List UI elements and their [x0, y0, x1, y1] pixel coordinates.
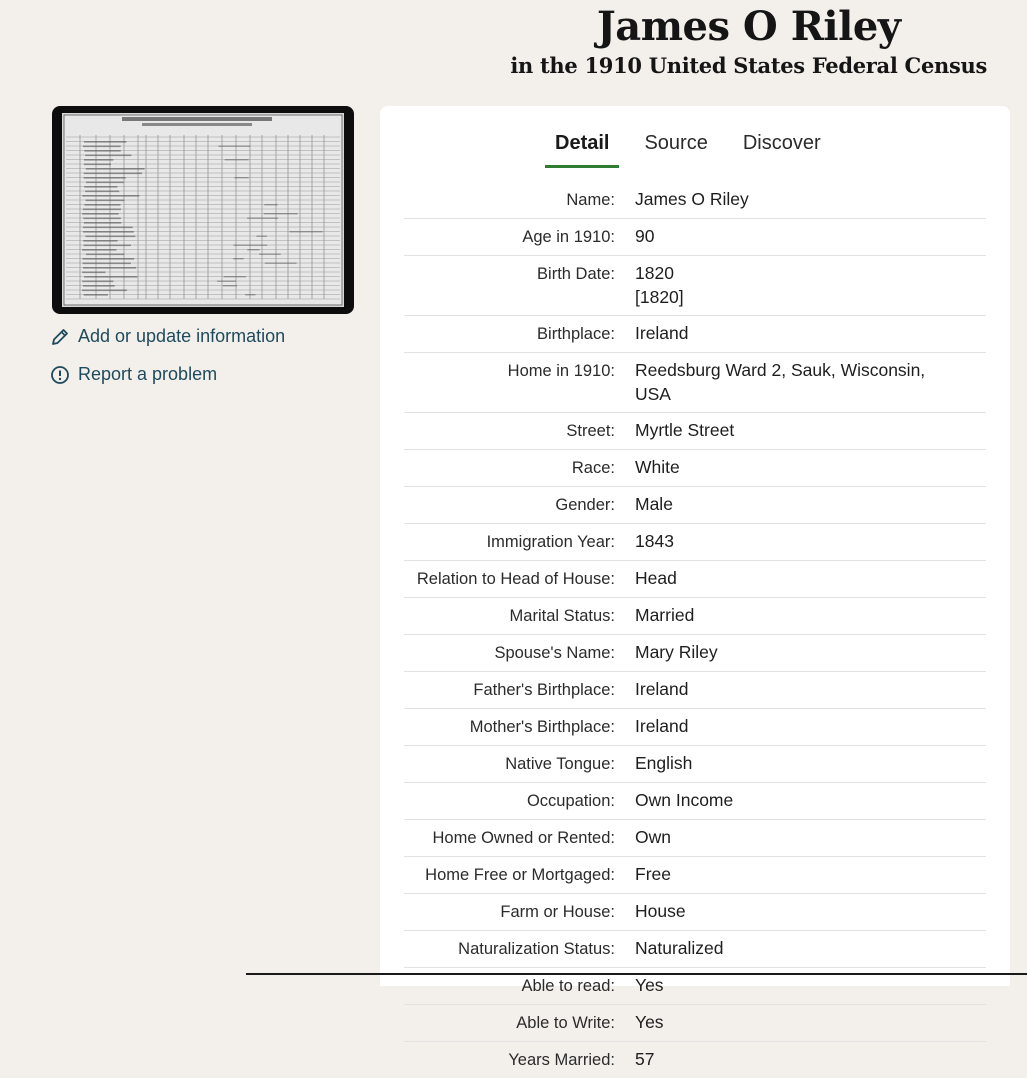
pencil-icon: [50, 327, 70, 347]
detail-row: [404, 1005, 986, 1042]
detail-value: [635, 825, 965, 850]
detail-value: [635, 1010, 965, 1035]
tab-detail[interactable]: Detail: [545, 132, 619, 168]
detail-value: [635, 899, 965, 924]
detail-label: Age in 1910:: [522, 228, 615, 246]
detail-label: Immigration Year:: [486, 533, 615, 551]
detail-value-line: Naturalized: [635, 938, 724, 958]
report-problem-label: Report a problem: [78, 364, 218, 384]
detail-value: [635, 788, 965, 813]
detail-value: [635, 973, 965, 998]
detail-value-line: Ireland: [635, 679, 689, 699]
census-document-preview: [62, 113, 344, 307]
detail-row: [404, 413, 986, 450]
record-detail-card: [380, 106, 1010, 1069]
detail-value: [635, 529, 965, 554]
detail-label: Occupation:: [526, 792, 615, 810]
add-update-info-label: Add or update information: [78, 326, 286, 346]
detail-label: Name:: [566, 191, 615, 209]
detail-row: [404, 524, 986, 561]
detail-value-line: [1820]: [635, 287, 684, 307]
detail-row: [404, 820, 986, 857]
detail-list: [404, 182, 986, 1078]
detail-row: [404, 450, 986, 487]
detail-row: [404, 746, 986, 783]
detail-value-line: Male: [635, 494, 673, 514]
detail-label: Home in 1910:: [507, 362, 615, 380]
detail-value-line: Yes: [635, 975, 664, 995]
detail-row: [404, 256, 986, 316]
detail-value: [635, 566, 965, 591]
detail-row: [404, 672, 986, 709]
detail-label: Able to Write:: [516, 1014, 615, 1032]
detail-label: Father's Birthplace:: [473, 681, 615, 699]
detail-label: Race:: [571, 459, 615, 477]
detail-value-line: James O Riley: [635, 189, 749, 209]
page-title: James O Riley: [596, 3, 901, 50]
detail-value-line: English: [635, 753, 693, 773]
detail-row: [404, 487, 986, 524]
tab-source[interactable]: Source: [644, 132, 708, 154]
detail-value-line: Mary Riley: [635, 642, 718, 662]
detail-value-line: 1820: [635, 263, 674, 283]
detail-row: [404, 1042, 986, 1078]
detail-label: Naturalization Status:: [458, 940, 615, 958]
record-header: [510, 2, 987, 80]
detail-value: [635, 455, 965, 480]
detail-value: [635, 321, 965, 346]
detail-value: [635, 187, 965, 212]
detail-value-line: Myrtle Street: [635, 420, 735, 440]
detail-value-line: USA: [635, 384, 671, 404]
detail-value: [635, 862, 965, 887]
detail-row: [404, 561, 986, 598]
detail-value: [635, 640, 965, 665]
detail-value-line: Ireland: [635, 323, 689, 343]
detail-value-line: Free: [635, 864, 671, 884]
detail-label: Farm or House:: [500, 903, 615, 921]
detail-value: [635, 418, 965, 443]
detail-value-line: 57: [635, 1049, 655, 1069]
detail-value-line: Married: [635, 605, 695, 625]
detail-label: Birthplace:: [537, 325, 615, 343]
detail-value-line: Head: [635, 568, 677, 588]
detail-row: [404, 353, 986, 413]
detail-row: [404, 709, 986, 746]
add-update-info-link[interactable]: [50, 326, 285, 347]
page-subtitle: in the 1910 United States Federal Census: [510, 53, 987, 78]
detail-row: [404, 219, 986, 256]
detail-value-line: 90: [635, 226, 655, 246]
detail-value-line: Yes: [635, 1012, 664, 1032]
detail-value-line: Reedsburg Ward 2, Sauk, Wisconsin,: [635, 360, 926, 380]
detail-value: [635, 677, 965, 702]
detail-label: Native Tongue:: [505, 755, 615, 773]
detail-value: [635, 261, 965, 309]
detail-row: [404, 182, 986, 219]
detail-value: [635, 1047, 965, 1072]
report-problem-link[interactable]: [50, 364, 217, 385]
detail-label: Birth Date:: [537, 265, 615, 283]
detail-label: Spouse's Name:: [494, 644, 615, 662]
tab-discover[interactable]: Discover: [742, 132, 821, 154]
detail-row: [404, 783, 986, 820]
detail-label: Gender:: [555, 496, 615, 514]
detail-value: [635, 714, 965, 739]
detail-label: Relation to Head of House:: [416, 570, 615, 588]
detail-value-line: White: [635, 457, 680, 477]
detail-label: Street:: [566, 422, 615, 440]
detail-value: [635, 358, 965, 406]
detail-row: [404, 598, 986, 635]
detail-value-line: House: [635, 901, 686, 921]
detail-value: [635, 224, 965, 249]
detail-row: [404, 635, 986, 672]
alert-circle-icon: [50, 365, 70, 385]
detail-value: [635, 603, 965, 628]
detail-label: Years Married:: [508, 1051, 615, 1069]
census-image-thumbnail[interactable]: [52, 106, 354, 314]
detail-value: [635, 492, 965, 517]
detail-label: Home Owned or Rented:: [432, 829, 615, 847]
detail-row: [404, 931, 986, 968]
detail-value: [635, 936, 965, 961]
detail-value-line: Ireland: [635, 716, 689, 736]
detail-value: [635, 751, 965, 776]
detail-label: Marital Status:: [509, 607, 615, 625]
detail-row: [404, 857, 986, 894]
detail-row: [404, 894, 986, 931]
detail-row: [404, 316, 986, 353]
detail-label: Mother's Birthplace:: [469, 718, 615, 736]
detail-value-line: Own Income: [635, 790, 734, 810]
record-tabs: [545, 132, 846, 168]
detail-value-line: Own: [635, 827, 671, 847]
detail-label: Able to read:: [521, 977, 615, 995]
detail-label: Home Free or Mortgaged:: [425, 866, 615, 884]
detail-value-line: 1843: [635, 531, 674, 551]
